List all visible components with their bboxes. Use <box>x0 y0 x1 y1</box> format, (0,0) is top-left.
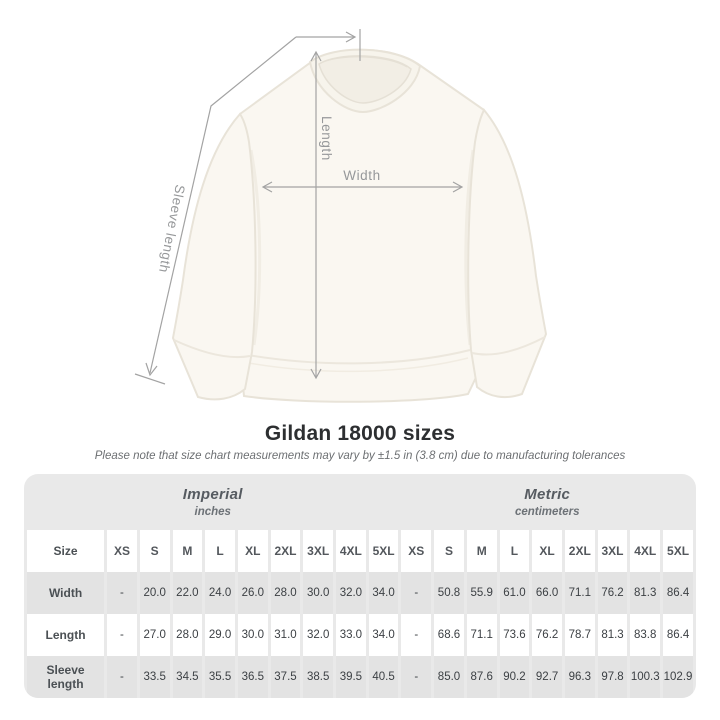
value-cell: 28.0 <box>173 614 203 656</box>
value-cell: 73.6 <box>500 614 530 656</box>
value-cell: 83.8 <box>630 614 660 656</box>
size-header-cell: 5XL <box>369 530 399 572</box>
value-cell: 26.0 <box>238 572 268 614</box>
value-cell: 30.0 <box>238 614 268 656</box>
size-chart <box>24 474 696 698</box>
value-cell: 71.1 <box>565 572 595 614</box>
tolerance-note: Please note that size chart measurements may vary by ±1.5 in (3.8 cm) due to manufacturing tolerances <box>94 450 626 462</box>
sleeve-length-row <box>27 656 693 698</box>
value-cell: 78.7 <box>565 614 595 656</box>
value-cell: 32.0 <box>303 614 333 656</box>
value-cell: 100.3 <box>630 656 660 698</box>
metric-group-header <box>401 474 693 530</box>
size-header-cell: L <box>500 530 530 572</box>
value-cell: - <box>401 614 431 656</box>
size-header-cell: XL <box>532 530 562 572</box>
value-cell: 37.5 <box>271 656 301 698</box>
value-cell: 81.3 <box>630 572 660 614</box>
size-header-cell: 4XL <box>336 530 366 572</box>
size-header-cell: L <box>205 530 235 572</box>
value-cell: 97.8 <box>598 656 628 698</box>
size-header-cell: 2XL <box>271 530 301 572</box>
value-cell: 32.0 <box>336 572 366 614</box>
value-cell: 68.6 <box>434 614 464 656</box>
row-label: Sleeve length <box>27 656 104 698</box>
value-cell: 66.0 <box>532 572 562 614</box>
size-header-cell: 4XL <box>630 530 660 572</box>
value-cell: 33.0 <box>336 614 366 656</box>
length-row <box>27 614 693 656</box>
sleeve-length-measure-label: Sleeve length <box>155 183 188 275</box>
value-cell: 34.0 <box>369 572 399 614</box>
value-cell: 34.5 <box>173 656 203 698</box>
row-label: Width <box>27 572 104 614</box>
value-cell: - <box>401 572 431 614</box>
value-cell: 39.5 <box>336 656 366 698</box>
size-header-cell: XL <box>238 530 268 572</box>
value-cell: - <box>107 572 137 614</box>
value-cell: 81.3 <box>598 614 628 656</box>
value-cell: 20.0 <box>140 572 170 614</box>
size-header-cell: XS <box>107 530 137 572</box>
value-cell: - <box>107 614 137 656</box>
value-cell: 55.9 <box>467 572 497 614</box>
value-cell: 30.0 <box>303 572 333 614</box>
imperial-group-label: Imperial <box>182 486 243 503</box>
unit-group-row <box>27 474 693 530</box>
size-column-header: Size <box>27 530 104 572</box>
value-cell: 33.5 <box>140 656 170 698</box>
value-cell: 86.4 <box>663 572 693 614</box>
width-row <box>27 572 693 614</box>
metric-group-label: Metric <box>524 486 571 503</box>
value-cell: 24.0 <box>205 572 235 614</box>
value-cell: 27.0 <box>140 614 170 656</box>
value-cell: 40.5 <box>369 656 399 698</box>
value-cell: 22.0 <box>173 572 203 614</box>
value-cell: 96.3 <box>565 656 595 698</box>
value-cell: 31.0 <box>271 614 301 656</box>
page-title: Gildan 18000 sizes <box>264 422 456 445</box>
value-cell: 34.0 <box>369 614 399 656</box>
value-cell: 85.0 <box>434 656 464 698</box>
sweatshirt-illustration <box>173 50 546 402</box>
size-header-row <box>27 530 693 572</box>
size-header-cell: S <box>434 530 464 572</box>
size-header-cell: M <box>173 530 203 572</box>
value-cell: 38.5 <box>303 656 333 698</box>
value-cell: 36.5 <box>238 656 268 698</box>
size-header-cell: 3XL <box>303 530 333 572</box>
value-cell: 92.7 <box>532 656 562 698</box>
value-cell: - <box>401 656 431 698</box>
value-cell: 50.8 <box>434 572 464 614</box>
value-cell: 61.0 <box>500 572 530 614</box>
value-cell: 76.2 <box>532 614 562 656</box>
size-header-cell: S <box>140 530 170 572</box>
value-cell: 29.0 <box>205 614 235 656</box>
value-cell: 28.0 <box>271 572 301 614</box>
length-measure-label: Length <box>319 116 334 161</box>
value-cell: 87.6 <box>467 656 497 698</box>
value-cell: 71.1 <box>467 614 497 656</box>
size-header-cell: 5XL <box>663 530 693 572</box>
size-header-cell: 2XL <box>565 530 595 572</box>
value-cell: 102.9 <box>663 656 693 698</box>
value-cell: 86.4 <box>663 614 693 656</box>
row-label: Length <box>27 614 104 656</box>
value-cell: 35.5 <box>205 656 235 698</box>
size-chart-table <box>24 474 696 698</box>
imperial-group-sublabel: inches <box>194 506 231 518</box>
size-header-cell: 3XL <box>598 530 628 572</box>
size-header-cell: M <box>467 530 497 572</box>
value-cell: 90.2 <box>500 656 530 698</box>
value-cell: - <box>107 656 137 698</box>
imperial-group-header <box>27 474 398 530</box>
metric-group-sublabel: centimeters <box>514 506 580 518</box>
value-cell: 76.2 <box>598 572 628 614</box>
size-header-cell: XS <box>401 530 431 572</box>
width-measure-label: Width <box>343 168 381 183</box>
